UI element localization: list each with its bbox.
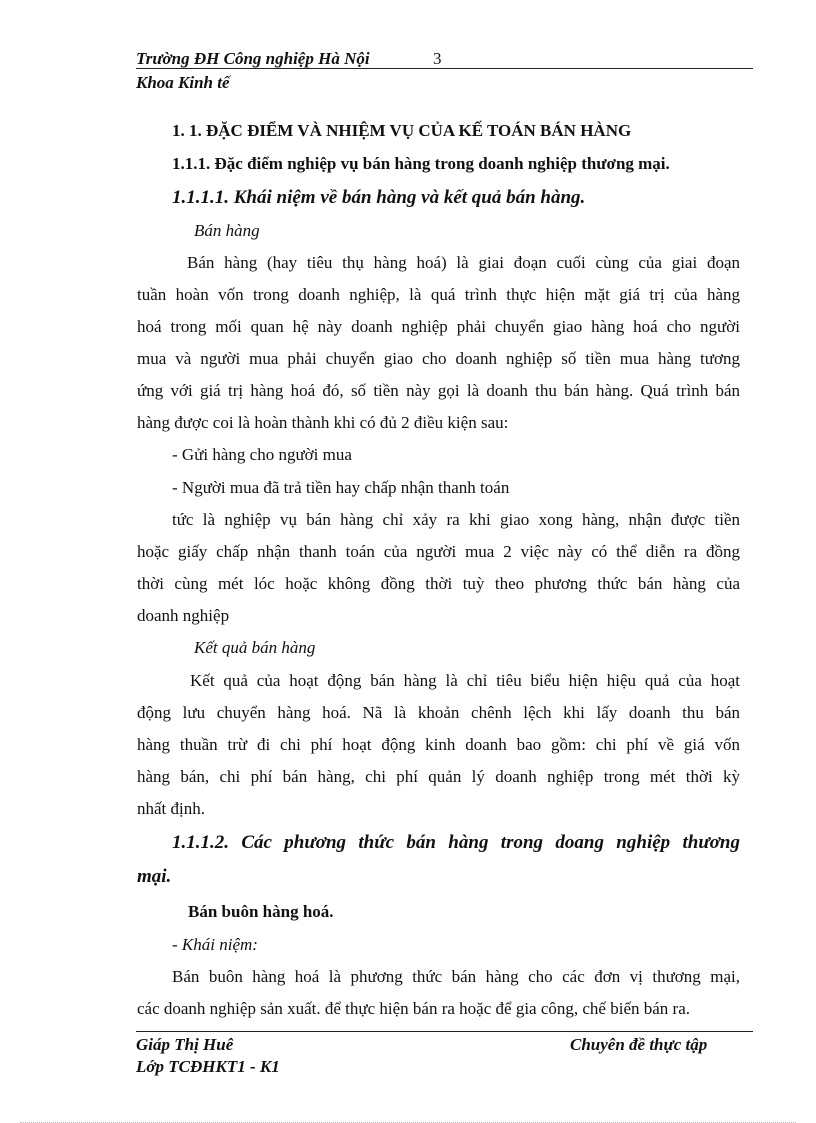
paragraph-line: các doanh nghiệp sản xuất. để thực hiện bán ra hoặc để gia công, chế biến bán ra. — [137, 999, 690, 1018]
paragraph-line: hoá trong mối quan hệ này doanh nghiệp phải chuyển giao hàng hoá cho người — [137, 317, 740, 336]
footer-author: Giáp Thị Huê — [136, 1035, 234, 1054]
paragraph-line: Bán hàng (hay tiêu thụ hàng hoá) là giai đoạn cuối cùng của giai đoạn — [187, 253, 740, 272]
paragraph-line: Bán buôn hàng hoá là phương thức bán hàng cho các đơn vị thương mại, — [172, 967, 740, 986]
footer-rule — [136, 1031, 753, 1032]
subheading-ket-qua-ban-hang: Kết quả bán hàng — [194, 638, 316, 657]
bullet-label: Khái niệm: — [181, 935, 258, 954]
paragraph-line: mua và người mua phải chuyển giao cho doanh nghiệp số tiền mua hàng tương — [137, 349, 740, 368]
subheading-ban-buon: Bán buôn hàng hoá. — [188, 902, 334, 921]
paragraph-line: hàng được coi là hoàn thành khi có đủ 2 điều kiện sau: — [137, 413, 509, 432]
paragraph-line: ứng với giá trị hàng hoá đó, số tiền này gọi là doanh thu bán hàng. Quá trình bán — [137, 381, 740, 400]
section-heading-1-1-1: 1.1.1. Đặc điểm nghiệp vụ bán hàng trong doanh nghiệp thương mại. — [172, 154, 670, 173]
paragraph-line: thời cùng mét lóc hoặc không đồng thời tuỳ theo phương thức bán hàng của — [137, 574, 740, 593]
section-heading-1: 1. 1. ĐẶC ĐIỂM VÀ NHIỆM VỤ CỦA KẾ TOÁN BÁN HÀNG — [172, 121, 632, 140]
paragraph-line: hoặc giấy chấp nhận thanh toán của người mua 2 việc này có thể diễn ra đồng — [137, 542, 740, 561]
footer-report-type: Chuyên đề thực tập — [570, 1035, 708, 1054]
header-rule — [136, 68, 753, 69]
section-heading-1-1-1-2-cont: mại. — [137, 866, 172, 887]
paragraph-line: Kết quả của hoạt động bán hàng là chỉ tiêu biểu hiện hiệu quả của hoạt — [190, 671, 740, 690]
bullet-item: - Gửi hàng cho người mua — [172, 445, 352, 464]
school-name: Trường ĐH Công nghiệp Hà Nội — [136, 49, 370, 68]
paragraph-line: hàng thuần trừ đi chi phí hoạt động kinh doanh bao gồm: chi phí về giá vốn — [137, 735, 740, 754]
paragraph-line: tuần hoàn vốn trong doanh nghiệp, là quá trình thực hiện mặt giá trị của hàng — [137, 285, 740, 304]
footer-class: Lớp TCĐHKT1 - K1 — [136, 1057, 280, 1076]
paragraph-line: hàng bán, chi phí bán hàng, chi phí quản lý doanh nghiệp trong mét thời kỳ — [137, 767, 740, 786]
paragraph-line: doanh nghiệp — [137, 606, 230, 625]
faculty-name: Khoa Kinh tế — [136, 73, 230, 92]
bullet-dash: - — [172, 935, 182, 954]
section-heading-1-1-1-2: 1.1.1.2. Các phương thức bán hàng trong doang nghiệp thương — [172, 832, 740, 853]
paragraph-line: tức là nghiệp vụ bán hàng chỉ xảy ra khi giao xong hàng, nhận được tiền — [172, 510, 740, 529]
subheading-ban-hang: Bán hàng — [194, 221, 260, 240]
page-number: 3 — [433, 49, 442, 68]
bullet-item — [172, 935, 258, 955]
bullet-item: - Người mua đã trả tiền hay chấp nhận thanh toán — [172, 478, 510, 497]
paragraph-line: động lưu chuyển hàng hoá. Nã là khoản chênh lệch khi lấy doanh thu bán — [137, 703, 740, 722]
paragraph-line: nhất định. — [137, 799, 205, 818]
section-heading-1-1-1-1: 1.1.1.1. Khái niệm về bán hàng và kết quả bán hàng. — [172, 187, 586, 208]
